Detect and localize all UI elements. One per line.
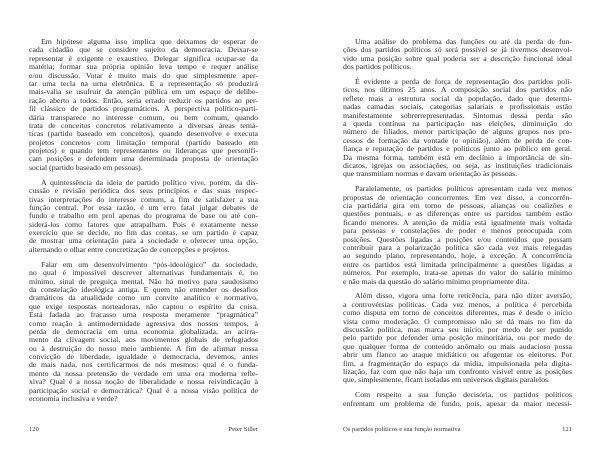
text-line: cessos de formação da vontade (e opinião), além de perda de con- xyxy=(343,135,572,145)
text-line: de mais nada, nos certificarmos de nós mesmos: qual é o funda- xyxy=(29,360,258,370)
text-line: ração aberto a todos. Então, seria errado reduzir os partidos ao per- xyxy=(29,95,258,105)
text-line: projetos concretos com limitação temporal (partido baseado em xyxy=(29,137,258,147)
text-line: É evidente a perda de força de representação dos partidos polí- xyxy=(355,77,572,87)
text-line: matéria; formar sua própria opinião leva tempo e requer análise xyxy=(29,62,258,72)
text-line: Em hipótese alguma isso implica que deixamos de esperar de xyxy=(41,37,258,46)
text-line: a controvérsias políticas. Cada vez menos, a política é percebida xyxy=(343,299,572,309)
paragraph xyxy=(29,261,258,404)
text-line: fil clássico de partidos programáticos. A perspectiva político-parti- xyxy=(29,104,258,114)
paragraph xyxy=(343,38,572,72)
text-line: entre os partidos está limitada principalmente a questões ligadas a xyxy=(343,259,572,269)
text-line: contribuir para a polarização política são cada vez mais relegadas xyxy=(343,242,572,252)
running-head-chapter: Os partidos políticos e sua função normativa xyxy=(343,426,461,433)
text-line: social (partido baseado em pessoas). xyxy=(29,162,143,172)
text-line: alternando o olhar entre concretização de concepções e projetos. xyxy=(29,244,230,254)
text-line: mais-valia se usufruir da atenção pública em um espaço de delibe- xyxy=(29,87,258,97)
text-line: ções dos partidos políticos só será possível se já tivermos desenvol- xyxy=(343,45,572,55)
text-line: convicção de liberdade, igualdade e democracia, devemos, antes xyxy=(29,352,258,362)
text-line: número de filiados, menor participação de alguns grupos nos pro- xyxy=(343,127,572,137)
text-line: lização, faz com que não haja um confronto visível entre as posições xyxy=(343,366,572,376)
page-number: 121 xyxy=(562,426,572,433)
text-line: fundo e trabalho em prol apenas do programa de base ou até con- xyxy=(29,211,258,221)
right-page-body xyxy=(343,38,572,415)
text-line: cada cidadão que se considere sujeito da democracia. Deixar-se xyxy=(29,45,258,55)
text-line: propostas de orientação concorrentes. Em vez disso, a concorrên- xyxy=(343,192,572,202)
text-line: ficando menores. A atenção da mídia está igualmente mais voltada xyxy=(343,217,572,227)
text-line: mento da nossa pretensão de verdade em uma era moderna refle- xyxy=(29,368,258,378)
text-line: exercício que se decide, no fim das contas, se um partido é capaz xyxy=(29,228,258,238)
paragraph xyxy=(343,78,572,179)
text-line: para pessoas e constelações de poder e menos preocupada com xyxy=(343,226,572,236)
left-page-footer xyxy=(29,426,258,433)
text-line: que, simplesmente, ficam isoladas em universos digitais paralelos. xyxy=(343,375,551,385)
text-line: Com respeito a sua função decisória, os partidos políticos xyxy=(355,390,572,400)
text-line: abrir um flanco ao ataque midiático ou afugentar os eleitores. Por xyxy=(343,350,572,360)
text-line: como reação à antimodernidade agressiva dos nossos tempos, à xyxy=(29,318,258,328)
left-page-body xyxy=(29,38,258,410)
text-line: reflete mais a estrutura social da população, dado que determi- xyxy=(343,93,572,103)
paragraph xyxy=(343,391,572,408)
text-line: vido uma posição sobre qual poderia ser a descrição funcional ideal xyxy=(343,53,572,63)
text-line: enfrentam um problema de fundo, pois, apesar da maior necessi- xyxy=(343,398,572,408)
paragraph xyxy=(343,185,572,286)
text-line: que transmitiam normas e davam orientação às pessoas. xyxy=(343,169,518,179)
text-line: ou à destruição do nosso meio ambiente. A fim de afirmar nossa xyxy=(29,343,258,353)
text-line: números. Por exemplo, trata-se apenas do valor do salário mínimo xyxy=(343,268,572,278)
text-line: tar uma tecla na urna eletrônica. E a representação só produzirá xyxy=(29,78,258,88)
text-line: manifestamente sobrerrepresentadas. Sintomas dessa perda são xyxy=(343,110,572,120)
paragraph xyxy=(343,292,572,384)
text-line: A quintessência da ideia de partido político vive, porém, da dis- xyxy=(41,177,258,187)
text-line: ticas (partido baseado em conceitos), quando desenvolve e executa xyxy=(29,129,258,139)
text-line: fim, a fragmentação do espaço da mídia, impulsionada pela digita- xyxy=(343,358,572,368)
text-line: dária transparece no interesse comum, ou bem comum, quando xyxy=(29,112,258,122)
text-line: função central. Por essa razão, é um erro fatal julgar debates de xyxy=(29,202,258,212)
text-line: da constelação ideológica antiga. E quem não entender os desafios xyxy=(29,284,258,294)
running-head-author: Peter Siller xyxy=(228,426,258,433)
right-page xyxy=(300,0,600,453)
text-line: representar é exigente e exaustivo. Delegar significa ocupar-se da xyxy=(29,53,258,63)
paragraph xyxy=(29,38,258,172)
text-line: que exige respostas norteadoras, não captou o espírito da coisa. xyxy=(29,301,258,311)
text-line: mínimo, sinal de preguiça mental. Não há motivo para saudosismo xyxy=(29,276,258,286)
right-page-footer xyxy=(343,426,572,433)
text-line: posições. Questões ligadas a posições e/ou conteúdos que possam xyxy=(343,234,572,244)
text-line: cam posições e defendem uma determinada proposta de orientação xyxy=(29,154,258,164)
text-line: siderá-los como fatores que atrapalham. Pois é exatamente nesse xyxy=(29,219,258,229)
text-line: pelo partido por defender uma posição minoritária, ou por medo de xyxy=(343,333,572,343)
text-line: dicatos, igrejas ou associações, ou seja, as instituições tradicionais xyxy=(343,160,572,170)
text-line: Uma análise do problema das funções ou até da perda de fun- xyxy=(355,37,572,46)
text-line: que qualquer forma de conteúdo anômalo ou mais audacioso possa xyxy=(343,341,572,351)
text-line: dos partidos políticos. xyxy=(343,62,412,72)
text-line: tivas interpretações do interesse comum, a fim de satisfazer a sua xyxy=(29,194,258,204)
text-line: e não mais da questão do salário mínimo propriamente dita. xyxy=(343,276,530,286)
text-line: perda de democracia em uma economia globalizada, ao acirra- xyxy=(29,326,258,336)
text-line: nadas camadas sociais, categorias salariais e profissionais estão xyxy=(343,102,572,112)
text-line: projetos) e quando tem representantes ou lideranças que personifi- xyxy=(29,146,258,156)
text-line: ao segundo plano, representando, hoje, a exceção. A concorrência xyxy=(343,251,572,261)
text-line: cia partidária gira em torno de pessoas, alianças ou coalizões e xyxy=(343,201,572,211)
text-line: fiança e reputação de partidos e políticos junto ao público em geral. xyxy=(343,144,572,154)
text-line: cussão e revisão periódica dos seus princípios e das suas respec- xyxy=(29,186,258,196)
text-line: trata de conceitos concretos relativamente a diversas áreas temá- xyxy=(29,120,258,130)
text-line: xiva? Qual é a nossa noção de liberalidade e nossa reivindicação à xyxy=(29,377,258,387)
text-line: Além disso, vigora uma forte reticência, para não dizer aversão, xyxy=(355,291,572,301)
text-line: mento da clivagem social, aos movimentos globais de refugiados xyxy=(29,335,258,345)
text-line: ticos, nos últimos 25 anos. A composição social dos partidos não xyxy=(343,85,572,95)
paragraph xyxy=(29,179,258,255)
text-line: e/ou discussão. Votar é muito mais do que simplesmente aper- xyxy=(29,70,258,80)
text-line: economia inclusiva e verde? xyxy=(29,394,118,404)
text-line: a queda contínua na participação nas eleições, diminuição do xyxy=(343,119,572,129)
text-line: no qual é impossível descrever alternativas fundamentais é, no xyxy=(29,268,258,278)
text-line: Paralelamente, os partidos políticos apresentam cada vez menos xyxy=(355,184,572,194)
text-line: participação social e democrática? Qual é a nossa visão política de xyxy=(29,385,258,395)
page-number: 120 xyxy=(29,426,39,433)
text-line: dramáticos da atualidade como um convite analítico e normativo, xyxy=(29,293,258,303)
text-line: como disputa em torno de conceitos diferentes, mas é desde o início xyxy=(343,308,572,318)
text-line: questões pontuais, e as diferenças entre os partidos também estão xyxy=(343,209,572,219)
text-line: de mostrar uma orientação para a sociedade e oferecer uma opção, xyxy=(29,236,258,246)
text-line: discussão política, mas marca seu início, por medo de ser punido xyxy=(343,325,572,334)
text-line: Da mesma forma, também está em declínio a importância de sin- xyxy=(343,152,572,162)
text-line: vista como moderação. O compromisso não se dá mais no fim da xyxy=(343,316,572,326)
text-line: Falar em um desenvolvimento “pós-ideológico” da sociedade, xyxy=(41,259,258,269)
text-line: Está fadada ao fracasso uma resposta meramente “pragmática” xyxy=(29,310,258,320)
